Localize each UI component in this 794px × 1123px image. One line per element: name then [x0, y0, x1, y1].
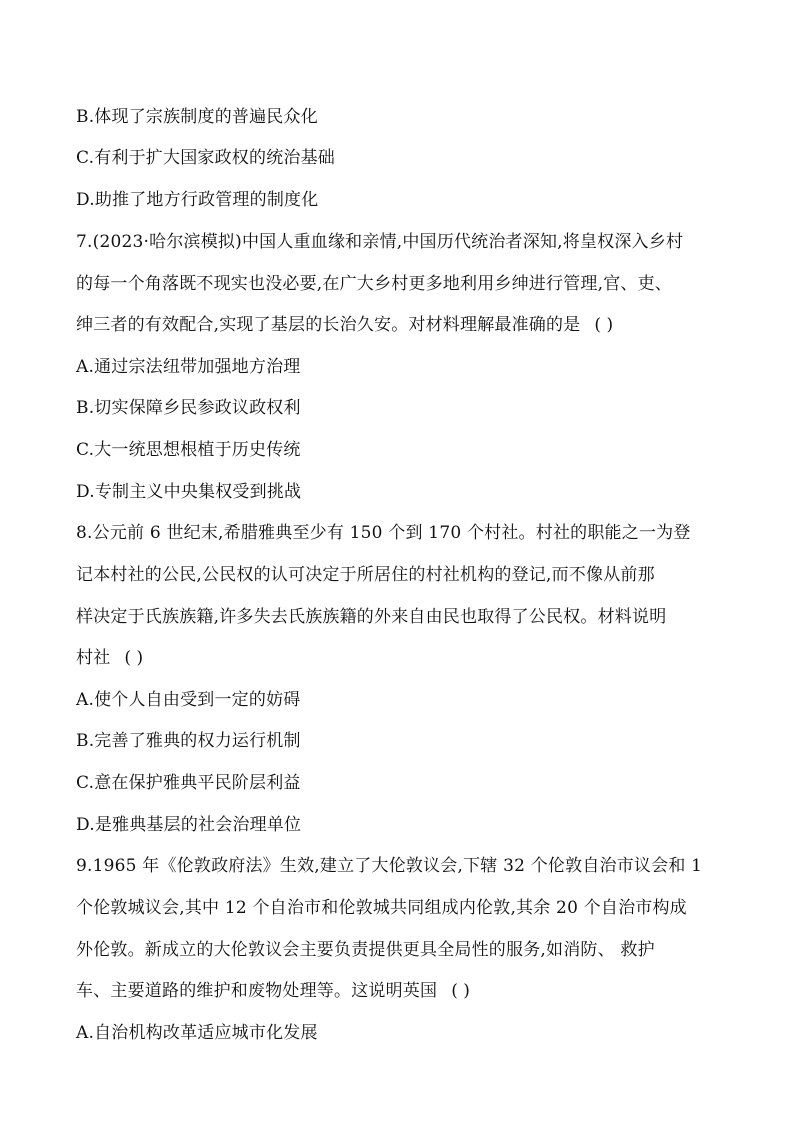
question-9-stem-line-2: 个伦敦城议会,其中 12 个自治市和伦敦城共同组成内伦敦,其余 20 个自治市构成: [76, 898, 687, 918]
question-9-answer-blank: ( ): [451, 981, 470, 1001]
option-q8-c: C.意在保护雅典平民阶层利益: [76, 773, 301, 793]
option-q8-d: D.是雅典基层的社会治理单位: [76, 815, 302, 835]
option-q9-a: A.自治机构改革适应城市化发展: [76, 1023, 318, 1043]
option-q7-d: D.专制主义中央集权受到挑战: [76, 482, 302, 502]
question-7-stem-line-2: 的每一个角落既不现实也没必要,在广大乡村更多地利用乡绅进行管理,官、吏、: [76, 274, 673, 294]
option-q8-b: B.完善了雅典的权力运行机制: [76, 731, 301, 751]
question-8-stem-line-2: 记本村社的公民,公民权的认可决定于所居住的村社机构的登记,而不像从前那: [76, 565, 655, 585]
question-7-stem-line-3: [76, 313, 736, 337]
question-7-stem-text: 绅三者的有效配合,实现了基层的长治久安。对材料理解最准确的是: [76, 315, 581, 335]
option-q6-c: C.有利于扩大国家政权的统治基础: [76, 148, 336, 168]
question-8-stem-text: 村社: [76, 648, 111, 668]
option-q7-a: A.通过宗法纽带加强地方治理: [76, 357, 301, 377]
option-q7-b: B.切实保障乡民参政议政权利: [76, 398, 301, 418]
question-9-stem-line-3: 外伦敦。新成立的大伦敦议会主要负责提供更具全局性的服务,如消防、 救护: [76, 940, 655, 960]
option-q7-c: C.大一统思想根植于历史传统: [76, 440, 301, 460]
question-9-stem-text: 车、主要道路的维护和废物处理等。这说明英国: [76, 981, 438, 1001]
option-q6-b: B.体现了宗族制度的普遍民众化: [76, 107, 318, 127]
option-q6-d: D.助推了地方行政管理的制度化: [76, 190, 319, 210]
option-q8-a: A.使个人自由受到一定的妨碍: [76, 690, 301, 710]
question-9-stem-line-4: [76, 979, 736, 1003]
question-8-stem-line-3: 样决定于氏族族籍,许多失去氏族族籍的外来自由民也取得了公民权。材料说明: [76, 607, 667, 627]
question-8-stem-line-4: [76, 646, 736, 670]
question-8-answer-blank: ( ): [124, 648, 144, 668]
question-9-stem-line-1: 9.1965 年《伦敦政府法》生效,建立了大伦敦议会,下辖 32 个伦敦自治市议会和 1: [76, 856, 703, 876]
question-8-stem-line-1: 8.公元前 6 世纪末,希腊雅典至少有 150 个到 170 个村社。村社的职能之一为登: [76, 523, 691, 543]
question-7-stem-line-1: 7.(2023·哈尔滨模拟)中国人重血缘和亲情,中国历代统治者深知,将皇权深入乡村: [76, 232, 684, 252]
question-7-answer-blank: ( ): [594, 315, 614, 335]
